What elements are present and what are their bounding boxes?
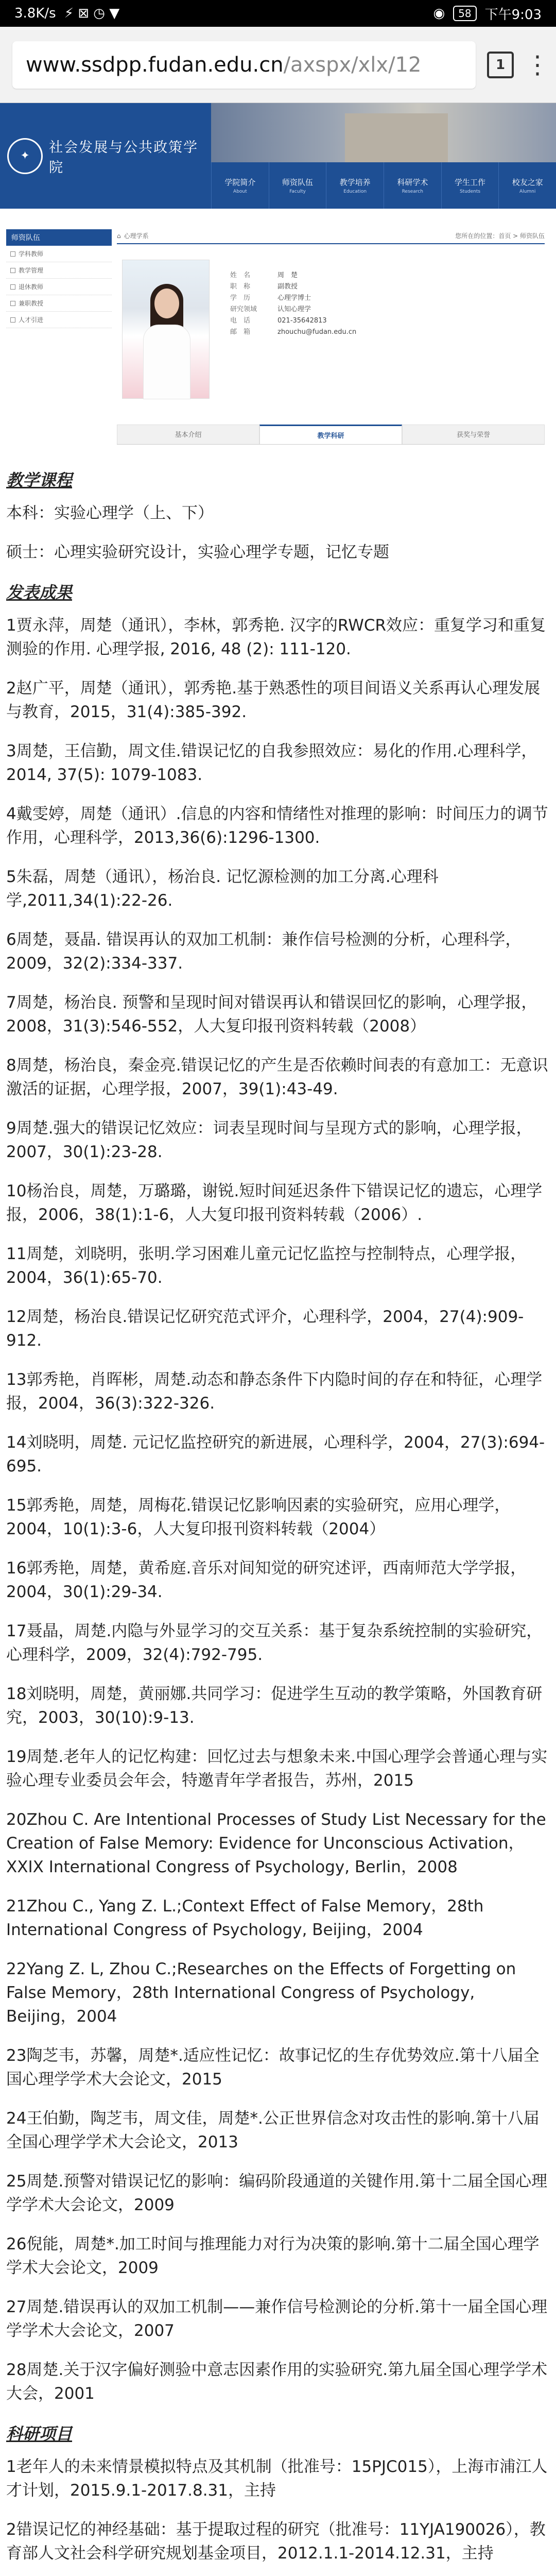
paper-item: 24王伯勤，陶芝韦，周文佳，周楚*.公正世界信念对攻击性的影响.第十八届全国心理学学术大会论文，2013 (6, 2109, 540, 2151)
content-area (112, 229, 550, 445)
url-path: /axspx/xlx/12 (283, 53, 422, 77)
sidebar-item[interactable] (6, 295, 112, 312)
paper-item: 11周楚，刘晓明，张明.学习困难儿童元记忆监控与控制特点，心理学报，2004，36(1):65-70. (6, 1245, 527, 1287)
sidebar-item-label: 人才引进 (19, 316, 44, 324)
tab-basic-intro[interactable]: 基本介绍 (117, 425, 259, 444)
status-bar (0, 0, 556, 27)
tab-awards[interactable]: 获奖与荣誉 (402, 425, 545, 444)
bullet-icon (10, 268, 15, 273)
nav-label: 学生工作 (455, 178, 486, 187)
tab-switcher-button[interactable]: 1 (487, 52, 514, 78)
sidebar (0, 229, 112, 445)
photo-face (154, 289, 179, 318)
breadcrumb-path[interactable]: 您所在的位置：首页 > 师资队伍 (455, 232, 545, 240)
url-host: www.ssdpp.fudan.edu.cn (26, 53, 284, 77)
paper-item: 13郭秀艳，肖晖彬，周楚.动态和静态条件下内隐时间的存在和特征，心理学报，2004，36(3):322-326. (6, 1370, 543, 1413)
nav-sublabel: Education (343, 189, 367, 194)
logo-text: 社会发展与公共政策学院 (49, 139, 199, 176)
site-logo[interactable] (0, 103, 211, 209)
sidebar-item-label: 学科教师 (19, 250, 44, 258)
nav-label: 校友之家 (512, 178, 543, 187)
paper-item: 28周楚.关于汉字偏好测验中意志因素作用的实验研究.第九届全国心理学学术大会，2001 (6, 2361, 548, 2403)
paper-item: 1贾永萍，周楚（通讯），李林，郭秀艳. 汉字的RWCR效应：重复学习和重复测验的作用. 心理学报, 2016, 48 (2): 111-120. (6, 616, 546, 658)
sidebar-item-label: 退休教师 (19, 283, 44, 291)
article-body (0, 445, 556, 2576)
header-right (211, 103, 556, 209)
info-label: 邮 箱 (230, 328, 251, 336)
status-icons: ⚡ ⊠ ◷ ▼ (64, 6, 120, 21)
paper-item: 4戴雯婷，周楚（通讯）.信息的内容和情绪性对推理的影响：时间压力的调节作用，心理科学，2013,36(6):1296-1300. (6, 805, 548, 847)
info-label: 学 历 (230, 294, 251, 302)
info-value: 副教授 (277, 283, 298, 291)
nav-sublabel: Research (402, 189, 423, 194)
nav-sublabel: About (233, 189, 247, 194)
address-bar[interactable] (12, 41, 476, 89)
paper-item: 8周楚，杨治良，秦金亮.错误记忆的产生是否依赖时间表的有意加工：无意识激活的证据，心理学报，2007，39(1):43-49. (6, 1056, 548, 1098)
paper-item: 21Zhou C., Yang Z. L.;Context Effect of False Memory，28th International Congress of Psychology, Beijing，2004 (6, 1897, 484, 1939)
nav-item-research[interactable] (384, 162, 441, 209)
nav-sublabel: Students (459, 189, 481, 194)
nav-item-faculty[interactable] (269, 162, 326, 209)
battery-icon: 58 (453, 6, 476, 21)
sidebar-item[interactable] (6, 279, 112, 295)
paper-item: 12周楚，杨治良.错误记忆研究范式评介，心理科学，2004，27(4):909-912. (6, 1308, 524, 1350)
breadcrumb-left (117, 231, 149, 240)
status-left (14, 6, 119, 21)
photo-body (143, 325, 190, 399)
nav-sublabel: Alumni (519, 189, 536, 194)
info-label: 职 称 (230, 283, 251, 291)
info-value: 心理学博士 (277, 294, 311, 302)
web-page (0, 103, 556, 2576)
nav-label: 教学培养 (339, 178, 371, 187)
paper-item: 6周楚，聂晶. 错误再认的双加工机制：兼作信号检测的分析，心理科学，2009，32(2):334-337. (6, 930, 522, 973)
nav-label: 科研学术 (397, 178, 428, 187)
nav-item-alumni[interactable] (498, 162, 556, 209)
paper-item: 10杨治良，周楚，万璐璐，谢锐.短时间延迟条件下错误记忆的遗忘，心理学报，2006，38(1):1-6，人大复印报刊资料转载（2006）. (6, 1182, 543, 1224)
paper-item: 27周楚.错误再认的双加工机制——兼作信号检测论的分析.第十一届全国心理学学术大会论文，2007 (6, 2298, 548, 2340)
home-icon: ⌂ (117, 232, 121, 240)
info-label: 电 话 (230, 317, 251, 325)
paper-item: 25周楚.预警对错误记忆的影响：编码阶段通道的关键作用.第十二届全国心理学学术大会论文，2009 (6, 2172, 548, 2214)
sidebar-item[interactable] (6, 246, 112, 262)
site-header (0, 103, 556, 209)
paper-item: 19周楚.老年人的记忆构建：回忆过去与想象未来.中国心理学会普通心理与实验心理专业委员会年会，特邀青年学者报告，苏州，2015 (6, 1748, 548, 1790)
tab-teaching-research[interactable]: 教学科研 (259, 425, 402, 444)
section-title-teaching: 教学课程 (6, 470, 73, 490)
section-title-papers: 发表成果 (6, 583, 73, 602)
menu-icon[interactable]: ⋮ (525, 50, 550, 79)
status-right (433, 4, 542, 23)
info-row (230, 270, 356, 281)
profile-card (117, 244, 545, 414)
wifi-icon: ◉ (433, 6, 445, 21)
sidebar-item-label: 兼职教授 (19, 300, 44, 307)
papers-list (6, 614, 550, 2405)
info-value: 周 楚 (277, 272, 298, 279)
bullet-icon (10, 317, 15, 323)
clock: 下午9:03 (484, 7, 542, 23)
profile-photo (122, 260, 210, 399)
paper-item: 18刘晓明，周楚，黄丽娜.共同学习：促进学生互动的教学策略，外国教育研究，2003，30(10):9-13. (6, 1685, 543, 1727)
page-inner (0, 103, 556, 2576)
paper-item: 20Zhou C. Are Intentional Processes of Study List Necessary for the Creation of False Memory: Evidence for Unconscious Activation，XXIX International Congress of Psychology, Berlin，2008 (6, 1810, 546, 1876)
paper-item: 7周楚，杨治良. 预警和呈现时间对错误再认和错误回忆的影响，心理学报，2008，31(3):546-552，人大复印报刊资料转载（2008） (6, 993, 537, 1036)
paper-item: 16郭秀艳，周楚，黄希庭.音乐对间知觉的研究述评，西南师范大学学报，2004，30(1):29-34. (6, 1559, 527, 1601)
nav-item-about[interactable] (211, 162, 269, 209)
profile-tabs (117, 425, 545, 445)
header-banner-image (211, 103, 556, 162)
project-item: 2错误记忆的神经基础：基于提取过程的研究（批准号：11YJA190026），教育部人文社会科学研究规划基金项目，2012.1.1-2014.12.31，主持 (6, 2520, 546, 2563)
info-row (230, 304, 356, 315)
main-frame (0, 229, 556, 445)
breadcrumb (117, 229, 545, 244)
info-label: 研究领域 (230, 306, 257, 313)
info-row (230, 315, 356, 327)
nav-item-education[interactable] (326, 162, 384, 209)
info-value: 021-35642813 (277, 317, 327, 325)
paper-item: 3周楚，王信勤，周文佳.错误记忆的自我参照效应：易化的作用.心理科学，2014, 37(5): 1079-1083. (6, 742, 537, 784)
sidebar-title: 师资队伍 (6, 229, 112, 246)
sidebar-item[interactable] (6, 262, 112, 279)
teaching-list (6, 501, 550, 564)
paper-item: 14刘晓明，周楚. 元记忆监控研究的新进展，心理科学，2004，27(3):694-695. (6, 1433, 545, 1476)
section-title-projects: 科研项目 (6, 2424, 73, 2444)
sidebar-item[interactable] (6, 312, 112, 328)
project-item: 1老年人的未来情景模拟特点及其机制（批准号：15PJC015），上海市浦江人才计划，2015.9.1-2017.8.31，主持 (6, 2458, 548, 2500)
sidebar-item-label: 教学管理 (19, 267, 44, 274)
paper-item: 2赵广平，周楚（通讯），郭秀艳.基于熟悉性的项目间语义关系再认心理发展与教育，2015，31(4):385-392. (6, 679, 541, 721)
paper-item: 26倪能，周楚*.加工时间与推理能力对行为决策的影响.第十二届全国心理学学术大会论文，2009 (6, 2235, 540, 2277)
paper-item: 22Yang Z. L, Zhou C.;Researches on the Effects of Forgetting on False Memory，28th International Congress of Psychology, Beijing，2004 (6, 1960, 516, 2026)
bullet-icon (10, 251, 15, 257)
nav-label: 学院简介 (224, 178, 256, 187)
paper-item: 17聂晶，周楚.内隐与外显学习的交互关系：基于复杂系统控制的实验研究，心理科学，2009，32(4):792-795. (6, 1622, 543, 1664)
projects-list (6, 2455, 550, 2576)
teaching-item: 本科：实验心理学（上、下） (6, 504, 214, 522)
info-row (230, 281, 356, 293)
paper-item: 23陶芝韦，苏馨，周楚*.适应性记忆：故事记忆的生存优势效应.第十八届全国心理学学术大会论文，2015 (6, 2046, 540, 2089)
info-row (230, 327, 356, 338)
info-value[interactable]: zhouchu@fudan.edu.cn (277, 328, 357, 336)
nav-item-students[interactable] (441, 162, 499, 209)
info-value: 认知心理学 (277, 306, 311, 313)
paper-item: 5朱磊，周楚（通讯），杨治良. 记忆源检测的加工分离.心理科学,2011,34(1):22-26. (6, 868, 439, 910)
section-name: 心理学系 (124, 232, 149, 240)
paper-item: 15郭秀艳，周楚，周梅花.错误记忆影响因素的实验研究，应用心理学，2004，10(1):3-6，人大复印报刊资料转载（2004） (6, 1496, 511, 1538)
teaching-item: 硕士：心理实验研究设计，实验心理学专题，记忆专题 (6, 543, 389, 562)
bullet-icon (10, 284, 15, 290)
main-nav (211, 162, 556, 209)
info-label: 姓 名 (230, 272, 251, 279)
nav-sublabel: Faculty (289, 189, 306, 194)
university-seal-icon: ✦ (7, 138, 43, 174)
bullet-icon (10, 301, 15, 306)
info-row (230, 293, 356, 304)
paper-item: 9周楚.强大的错误记忆效应：词表呈现时间与呈现方式的影响，心理学报，2007，30(1):23-28. (6, 1119, 532, 1161)
nav-label: 师资队伍 (282, 178, 314, 187)
profile-info (230, 260, 356, 414)
network-speed: 3.8K/s (14, 6, 56, 21)
browser-toolbar (0, 27, 556, 103)
